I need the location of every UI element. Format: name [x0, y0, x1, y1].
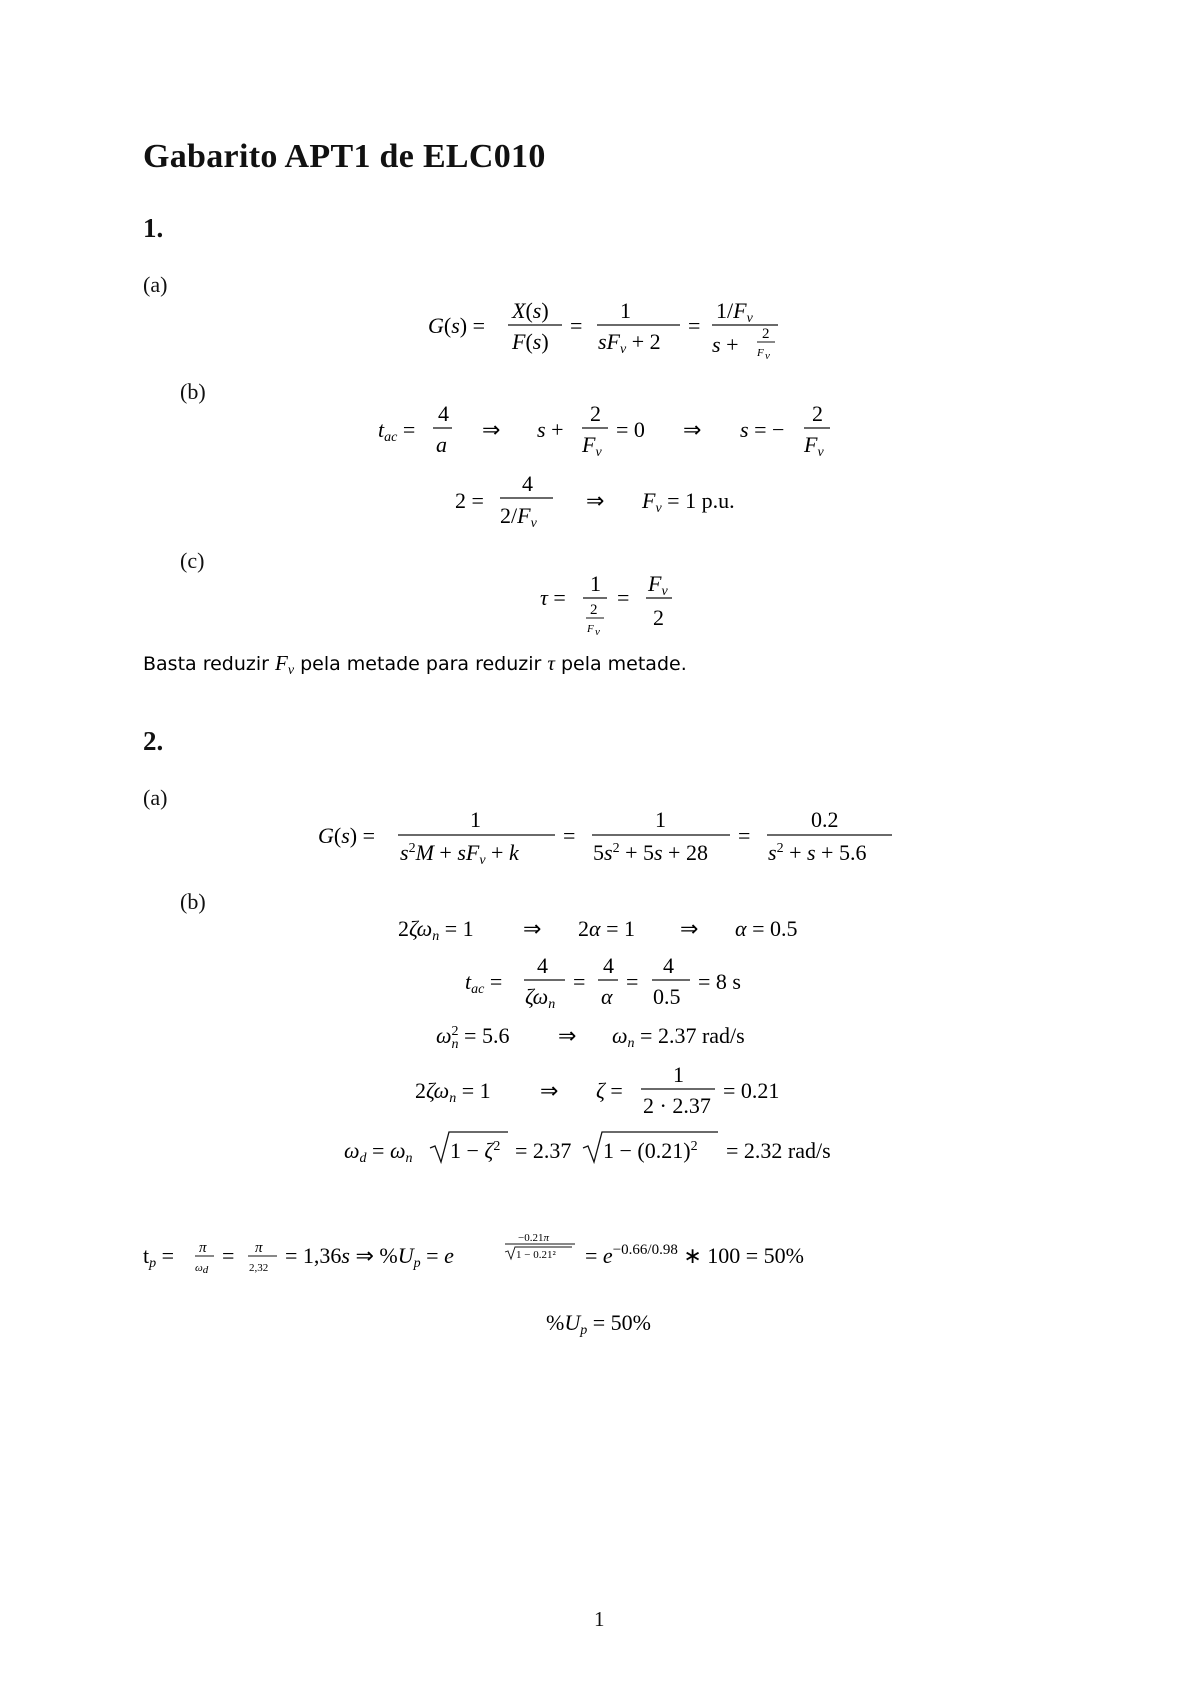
svg-text:1: 1	[620, 298, 631, 323]
svg-text:=: =	[626, 969, 639, 994]
svg-text:ζωn: ζωn	[525, 984, 556, 1012]
page-number: 1	[594, 1607, 605, 1631]
svg-text:1 − 0.21²: 1 − 0.21²	[516, 1249, 556, 1261]
page-title: Gabarito APT1 de ELC010	[143, 138, 546, 175]
svg-text:=: =	[617, 585, 630, 610]
eq-final-overshoot	[546, 1310, 651, 1338]
svg-text:2ζωn = 1: 2ζωn = 1	[415, 1078, 491, 1106]
svg-text:X(s): X(s)	[512, 298, 549, 323]
svg-text:4: 4	[522, 471, 533, 496]
svg-text:= 1,36s ⇒ %Up = e: = 1,36s ⇒ %Up = e	[285, 1243, 454, 1271]
svg-text:s = −: s = −	[740, 417, 785, 442]
svg-text:=: =	[563, 823, 576, 848]
q2-label-a: (a)	[143, 785, 168, 810]
svg-text:Fv: Fv	[648, 571, 668, 599]
svg-text:−0.21π: −0.21π	[518, 1232, 549, 1244]
svg-text:ω2n = 5.6: $\omega^2$ n = 5.6	[436, 1023, 510, 1052]
eq-1b-friction-value	[455, 471, 735, 531]
svg-text:2 · 2.37: 2 · 2.37	[643, 1093, 711, 1118]
eq-2b-settling-time	[465, 953, 741, 1012]
svg-text:=: =	[570, 313, 583, 338]
svg-text:2: 2	[762, 326, 770, 342]
svg-text:2,32: 2,32	[249, 1262, 269, 1274]
svg-text:= 2.37: = 2.37	[515, 1138, 572, 1163]
svg-text:Basta reduzir Fv pela metade p: Basta reduzir $F_v$ pela metade para reduzir τ pela metade.	[143, 651, 687, 678]
unit-pu: p.u.	[701, 488, 735, 513]
eq-1b-settling-time	[378, 401, 830, 460]
svg-text:0.5: 0.5	[653, 984, 681, 1009]
svg-text:2ζωn = 1: 2ζωn = 1	[398, 916, 474, 944]
svg-text:⇒: ⇒	[586, 488, 605, 513]
svg-text:π: π	[199, 1240, 207, 1256]
svg-text:τ =: τ =	[540, 585, 566, 610]
svg-text:= 8 s: = 8 s	[698, 969, 741, 994]
svg-text:F(s): F(s)	[512, 329, 549, 354]
svg-text:⇒: ⇒	[482, 417, 501, 442]
svg-text:1/Fv: 1/Fv	[716, 298, 753, 326]
svg-text:0.2: 0.2	[811, 807, 839, 832]
svg-text:G(s) =: G(s) =	[428, 313, 486, 338]
svg-text:4: 4	[537, 953, 548, 978]
svg-text:1: 1	[673, 1062, 684, 1087]
q1-conclusion	[143, 651, 687, 678]
svg-text:1 − (0.21)2: $1 - (0.21)^2$	[603, 1138, 698, 1163]
q1-label-b: (b)	[180, 379, 206, 404]
q1-label-c: (c)	[180, 548, 205, 573]
svg-text:%Up = 50%: %Up = 50%	[546, 1310, 651, 1338]
svg-text:Fv: Fv	[804, 432, 824, 460]
svg-text:ωd: ωd	[195, 1262, 209, 1276]
svg-text:4: 4	[603, 953, 614, 978]
equations-section-2	[0, 780, 1200, 1480]
eq-2b-damped-frequency	[344, 1132, 831, 1166]
svg-text:⇒: ⇒	[558, 1023, 577, 1048]
svg-text:=: =	[688, 313, 701, 338]
svg-text:4: 4	[438, 401, 449, 426]
svg-text:= e−0.66/0.98 ∗ 100 = 50%: = $e^{-0.66/0.98}$ ∗ 100 = 50%	[585, 1242, 804, 1268]
svg-text:sFv + 2: sFv + 2	[598, 329, 661, 357]
svg-text:s +: s +	[712, 332, 739, 357]
svg-text:Fv = 1 p.u.: Fv = 1 p.u.	[642, 488, 735, 516]
svg-text:2: 2	[590, 401, 601, 426]
svg-text:ωd = ωn: ωd = ωn	[344, 1138, 413, 1166]
svg-text:2 =: 2 =	[455, 488, 484, 513]
svg-text:1 − ζ2: $1 - \zeta^2$	[450, 1138, 501, 1163]
svg-text:tac =: tac =	[465, 969, 503, 997]
svg-text:=: =	[738, 823, 751, 848]
svg-text:tp =: tp =	[143, 1243, 175, 1271]
eq-2a-transfer-function	[318, 807, 892, 868]
eq-1a-transfer-function	[428, 298, 778, 362]
svg-text:2/Fv: 2/Fv	[500, 503, 537, 531]
eq-2b-alpha	[398, 916, 797, 944]
svg-text:= 0.21: = 0.21	[723, 1078, 780, 1103]
eq-1c-time-constant	[540, 571, 672, 638]
svg-text:s2 + s + 5.6: $s^2 + s + 5.6$	[768, 840, 867, 865]
svg-text:F: F	[587, 623, 594, 635]
eq-2b-damping-ratio	[415, 1062, 779, 1118]
svg-text:2: 2	[812, 401, 823, 426]
equations-section-1	[0, 0, 1200, 700]
svg-text:=: =	[573, 969, 586, 994]
svg-text:tac =: tac =	[378, 417, 416, 445]
svg-text:v: v	[595, 626, 600, 638]
svg-text:= 0: = 0	[616, 417, 645, 442]
eq-2b-natural-frequency	[436, 1023, 745, 1052]
svg-text:1: 1	[655, 807, 666, 832]
svg-text:F: F	[757, 347, 764, 359]
svg-text:ωn = 2.37 rad/s: ωn = 2.37 rad/s	[612, 1023, 745, 1051]
svg-text:1: 1	[590, 571, 601, 596]
svg-text:⇒: ⇒	[683, 417, 702, 442]
svg-text:s +: s +	[537, 417, 564, 442]
section-2-number: 2.	[143, 726, 164, 756]
svg-text:2: 2	[653, 605, 664, 630]
svg-text:a: a	[436, 432, 447, 457]
svg-text:G(s) =: G(s) =	[318, 823, 376, 848]
svg-text:2α = 1: 2α = 1	[578, 916, 635, 941]
q1-label-a: (a)	[143, 272, 168, 297]
section-1-number: 1.	[143, 213, 164, 243]
svg-text:α = 0.5: α = 0.5	[735, 916, 798, 941]
svg-text:2: 2	[590, 602, 598, 618]
svg-text:5s2 + 5s + 28: $5s^2 + 5s + 28$	[593, 840, 708, 865]
svg-text:= 2.32 rad/s: = 2.32 rad/s	[726, 1138, 831, 1163]
svg-text:⇒: ⇒	[523, 916, 542, 941]
svg-text:α: α	[601, 984, 613, 1009]
svg-text:⇒: ⇒	[680, 916, 699, 941]
svg-text:4: 4	[663, 953, 674, 978]
svg-text:Fv: Fv	[582, 432, 602, 460]
svg-text:⇒: ⇒	[540, 1078, 559, 1103]
eq-peak-time-overshoot	[143, 1232, 804, 1276]
svg-text:ζ =: ζ =	[596, 1078, 623, 1103]
svg-text:1: 1	[470, 807, 481, 832]
svg-text:=: =	[222, 1243, 235, 1268]
svg-text:π: π	[255, 1240, 263, 1256]
svg-text:s2M + sFv + k: $s^2M$ + sFv + k	[400, 840, 519, 868]
svg-text:v: v	[765, 350, 770, 362]
q2-label-b: (b)	[180, 889, 206, 914]
